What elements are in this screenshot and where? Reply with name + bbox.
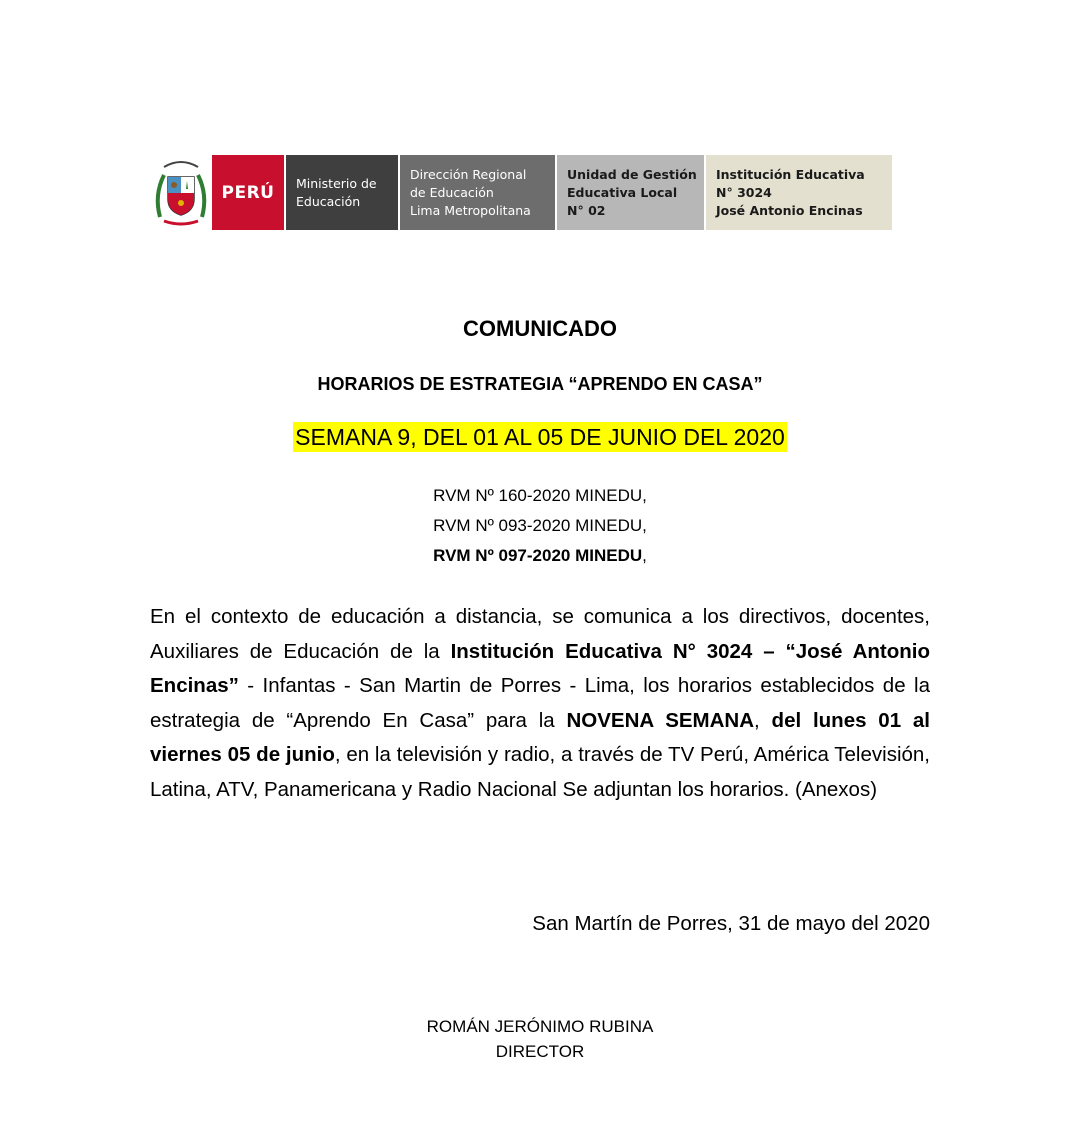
rvm-reference: RVM Nº 160-2020 MINEDU,	[433, 486, 647, 505]
ugel-label	[555, 155, 704, 230]
institution-line: Institución Educativa	[716, 166, 865, 182]
dre-line: Lima Metropolitana	[410, 202, 531, 218]
document-title: COMUNICADO	[463, 316, 617, 341]
ministerio-line: Educación	[296, 193, 361, 209]
paragraph-institution: Institución Educativa N° 3024 – “José Antonio Encinas”	[150, 639, 930, 697]
dre-line: de Educación	[410, 184, 494, 200]
institution-label	[704, 155, 892, 230]
rvm-reference: RVM Nº 093-2020 MINEDU,	[433, 516, 647, 535]
paragraph-text: ,	[754, 708, 772, 732]
peru-coat-of-arms-icon	[150, 155, 212, 230]
paragraph-week: NOVENA SEMANA	[566, 708, 755, 732]
ministerio-label	[284, 155, 398, 230]
body-paragraph	[150, 600, 930, 807]
paragraph-text: , en la televisión y radio, a través de TV Perú, América Televisión, Latina, ATV, Panamericana y Radio Nacional Se adjuntan los horarios. (Anexos)	[150, 743, 930, 801]
dre-label	[398, 155, 555, 230]
institution-line: N° 3024	[716, 184, 772, 200]
peru-label: PERÚ	[212, 155, 284, 230]
ugel-line: N° 02	[567, 202, 606, 218]
rvm-reference	[0, 541, 1080, 571]
signature-name: ROMÁN JERÓNIMO RUBINA	[426, 1017, 654, 1036]
paragraph-text: - Infantas - San Martin de Porres - Lima, los horarios establecidos de la estrategia de “Aprendo En Casa” para la	[150, 674, 930, 732]
signature-title: DIRECTOR	[495, 1042, 585, 1061]
rvm-reference-bold: RVM Nº 097-2020 MINEDU	[433, 546, 643, 565]
ministerio-line: Ministerio de	[296, 175, 377, 191]
ugel-line: Unidad de Gestión	[567, 166, 697, 182]
paragraph-text: En el contexto de educación a distancia, se comunica a los directivos, docentes, Auxiliares de Educación de la	[150, 605, 930, 663]
paragraph-dates: del lunes 01 al viernes 05 de junio	[150, 708, 930, 766]
place-date: San Martín de Porres, 31 de mayo del 2020	[532, 912, 930, 935]
week-heading	[0, 424, 1080, 451]
rvm-comma: ,	[642, 546, 647, 565]
institution-line: José Antonio Encinas	[716, 202, 863, 218]
document-subtitle: HORARIOS DE ESTRATEGIA “APRENDO EN CASA”	[317, 374, 763, 394]
dre-line: Dirección Regional	[410, 166, 527, 182]
ugel-line: Educativa Local	[567, 184, 678, 200]
week-highlight: SEMANA 9, DEL 01 AL 05 DE JUNIO DEL 2020	[295, 424, 785, 450]
institution-banner	[150, 155, 892, 230]
